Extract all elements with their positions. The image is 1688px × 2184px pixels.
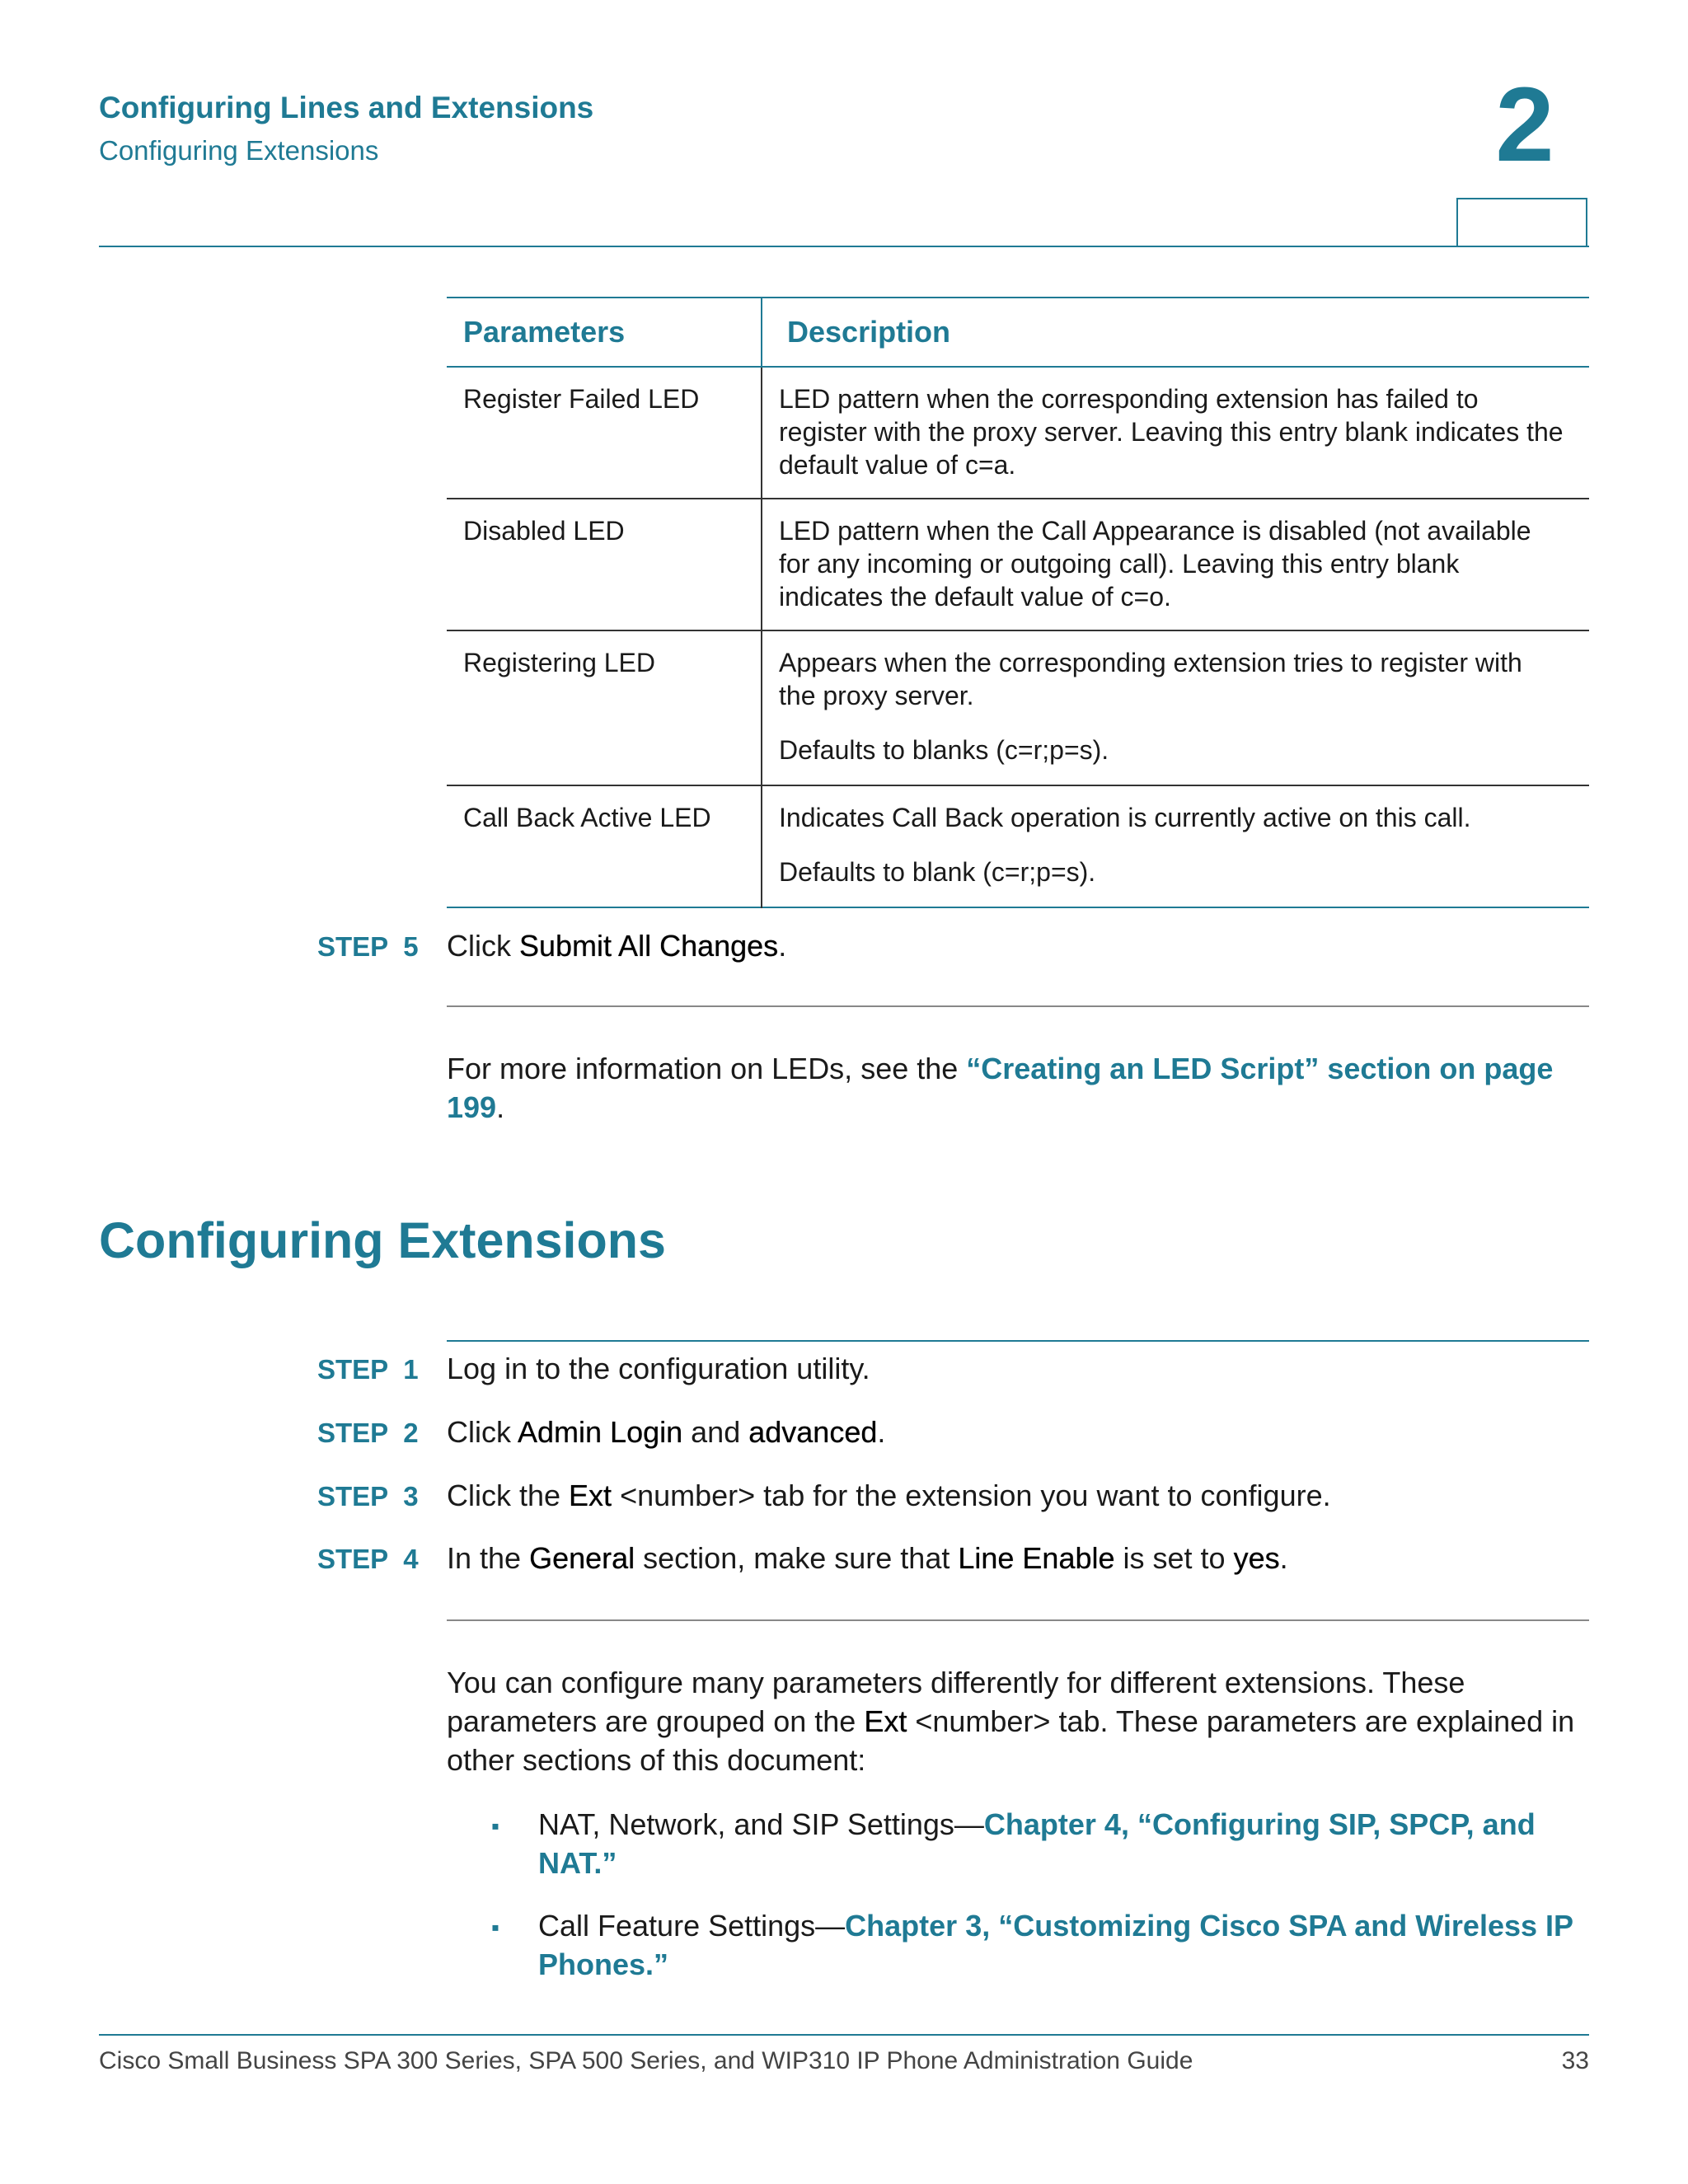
description-text: LED pattern when the corresponding extension has failed to register with the proxy server. Leaving this entry blank indicates the default value of c=a. — [779, 384, 1564, 480]
running-header-title: Configuring Lines and Extensions — [99, 91, 594, 124]
table-row — [447, 367, 1589, 499]
paragraph-text: You can configure many parameters differently for different extensions. These parameters are grouped on the — [447, 1666, 1465, 1738]
footer-divider — [99, 2034, 1589, 2036]
bullet-item — [538, 1805, 1597, 1882]
ui-term: Line Enable — [958, 1541, 1115, 1575]
column-header-parameters: Parameters — [463, 315, 626, 349]
bullet-item — [538, 1906, 1597, 1984]
step-divider — [447, 1005, 1589, 1007]
step-3-text — [447, 1479, 1331, 1513]
description-text: Appears when the corresponding extension tries to register with the proxy server. — [779, 648, 1522, 710]
step-2-text — [447, 1415, 885, 1450]
step-text-part: . — [1279, 1541, 1288, 1575]
page-number: 33 — [1561, 2047, 1589, 2074]
parameter-name: Disabled LED — [463, 516, 625, 546]
ext-tab-label: Ext — [864, 1704, 907, 1738]
step-text-part: is set to — [1114, 1541, 1234, 1575]
step-4-text — [447, 1541, 1288, 1576]
bullet-text: NAT, Network, and SIP Settings— — [538, 1807, 984, 1841]
parameter-name: Registering LED — [463, 648, 655, 677]
step-text-part: . — [778, 929, 787, 963]
parameter-name: Register Failed LED — [463, 384, 700, 414]
parameter-description — [762, 367, 1589, 499]
ui-term: Admin Login — [518, 1415, 683, 1449]
step-word: STEP — [317, 1481, 389, 1511]
section-heading: Configuring Extensions — [99, 1212, 666, 1268]
step-text-part: Click — [447, 1415, 518, 1449]
steps-end-divider — [447, 1619, 1589, 1621]
table-header-row — [447, 298, 1589, 367]
table-row — [447, 499, 1589, 630]
table-row — [447, 785, 1589, 907]
chapter-4-link[interactable]: Chapter 4, “Configuring SIP, SPCP, and NAT.” — [538, 1807, 1536, 1880]
step-number: 3 — [403, 1481, 419, 1511]
paragraph-text: For more information on LEDs, see the — [447, 1052, 967, 1085]
step-number: 1 — [403, 1354, 419, 1385]
bullet-text: Call Feature Settings— — [538, 1909, 846, 1943]
step-1-text — [447, 1352, 870, 1386]
step-number: 4 — [403, 1544, 419, 1574]
extensions-intro-paragraph — [447, 1663, 1592, 1779]
description-text: LED pattern when the Call Appearance is disabled (not available for any incoming or outgoing call). Leaving this entry blank indicates the default value of c=o. — [779, 516, 1531, 612]
led-script-link[interactable]: “Creating an LED Script” section on page 199 — [447, 1052, 1554, 1124]
description-default: Defaults to blank (c=r;p=s). — [779, 857, 1096, 887]
step-text-part: In the — [447, 1541, 530, 1575]
bullet-marker: ▪ — [491, 1813, 499, 1839]
step-label — [317, 1418, 419, 1449]
header-divider — [99, 246, 1589, 247]
ui-term: General — [529, 1541, 635, 1575]
footer-title: Cisco Small Business SPA 300 Series, SPA 500 Series, and WIP310 IP Phone Administration Guide — [99, 2047, 1193, 2074]
ui-term: Ext — [569, 1479, 612, 1512]
parameter-description — [762, 499, 1589, 630]
step-text-part: Click the — [447, 1479, 570, 1512]
submit-all-changes-label: Submit All Changes — [519, 929, 779, 963]
step-label — [317, 1354, 419, 1385]
description-default: Defaults to blanks (c=r;p=s). — [779, 735, 1109, 765]
step-word: STEP — [317, 931, 389, 962]
step-text-part: . — [877, 1415, 886, 1449]
step-number: 2 — [403, 1418, 419, 1448]
parameters-table — [447, 297, 1589, 908]
step-text-part: Click — [447, 929, 519, 963]
step-text-part: and — [682, 1415, 749, 1449]
ui-term: advanced — [748, 1415, 878, 1449]
paragraph-text: . — [496, 1090, 505, 1124]
column-header-description: Description — [762, 298, 1589, 367]
ui-term: yes — [1233, 1541, 1280, 1575]
step-text-part: Log in to the configuration utility. — [447, 1352, 870, 1385]
step-label — [317, 1481, 419, 1512]
section-steps-divider — [447, 1340, 1589, 1342]
parameter-description — [762, 630, 1589, 785]
step-label — [317, 931, 419, 963]
step-text-part: section, make sure that — [635, 1541, 959, 1575]
chapter-tab-box — [1456, 198, 1587, 246]
step-5-text — [447, 929, 786, 963]
step-word: STEP — [317, 1354, 389, 1385]
bullet-marker: ▪ — [491, 1915, 499, 1940]
step-word: STEP — [317, 1418, 389, 1448]
chapter-number: 2 — [1495, 66, 1554, 184]
parameter-name: Call Back Active LED — [463, 803, 711, 832]
paragraph-text: <number> tab. These parameters are explained in other sections of this document: — [447, 1704, 1575, 1777]
description-text: Indicates Call Back operation is currently active on this call. — [779, 803, 1471, 832]
led-info-paragraph — [447, 1049, 1592, 1127]
table-row — [447, 630, 1589, 785]
parameter-description — [762, 785, 1589, 907]
step-number: 5 — [403, 931, 419, 962]
step-word: STEP — [317, 1544, 389, 1574]
chapter-3-link[interactable]: Chapter 3, “Customizing Cisco SPA and Wireless IP Phones.” — [538, 1909, 1573, 1981]
step-text-part: <number> tab for the extension you want to configure. — [612, 1479, 1331, 1512]
running-header-subtitle: Configuring Extensions — [99, 135, 379, 166]
step-label — [317, 1544, 419, 1575]
